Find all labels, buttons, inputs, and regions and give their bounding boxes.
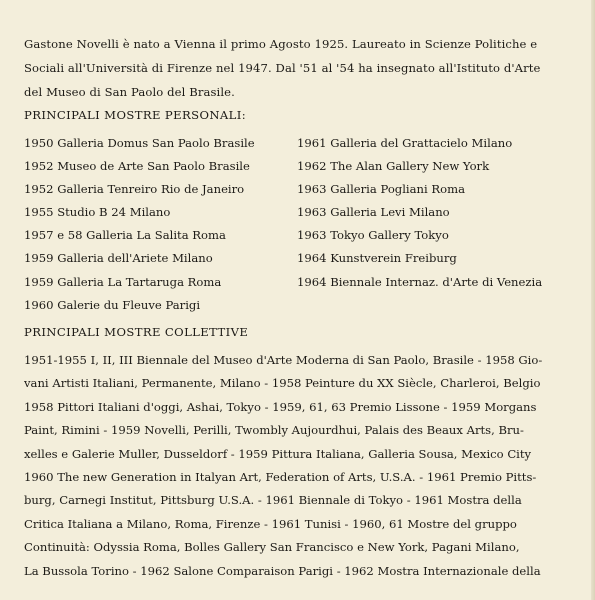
exhibition-item: 1963 Tokyo Gallery Tokyo: [297, 228, 449, 243]
group-exhibitions-heading: PRINCIPALI MOSTRE COLLETTIVE: [24, 325, 249, 339]
group-exhibitions-line: Paint, Rimini - 1959 Novelli, Perilli, Twombly Aujourdhui, Palais des Beaux Arts, Bru-: [24, 423, 524, 438]
exhibition-item: 1963 Galleria Levi Milano: [297, 205, 450, 220]
biography-line: Gastone Novelli è nato a Vienna il primo Agosto 1925. Laureato in Scienze Politiche e: [24, 37, 538, 51]
group-exhibitions-line: 1960 The new Generation in Italyan Art, Federation of Arts, U.S.A. - 1961 Premio Pitts-: [24, 470, 537, 485]
group-exhibitions-paragraph: [24, 349, 572, 583]
exhibition-item: 1961 Galleria del Grattacielo Milano: [297, 136, 513, 150]
exhibition-item: 1950 Galleria Domus San Paolo Brasile: [24, 136, 255, 150]
exhibition-item: 1952 Museo de Arte San Paolo Brasile: [24, 159, 250, 174]
personal-exhibitions-heading: PRINCIPALI MOSTRE PERSONALI:: [24, 108, 247, 122]
group-exhibitions-line: La Bussola Torino - 1962 Salone Comparaison Parigi - 1962 Mostra Internazionale della: [24, 563, 541, 578]
exhibition-item: 1960 Galerie du Fleuve Parigi: [24, 297, 201, 312]
group-exhibitions-line: xelles e Galerie Muller, Dusseldorf - 1959 Pittura Italiana, Galleria Sousa, Mexico City: [24, 446, 532, 461]
group-exhibitions-line: Critica Italiana a Milano, Roma, Firenze - 1961 Tunisi - 1960, 61 Mostre del gruppo: [24, 516, 517, 531]
exhibition-item: 1959 Galleria La Tartaruga Roma: [24, 274, 222, 289]
exhibition-item: 1957 e 58 Galleria La Salita Roma: [24, 228, 226, 243]
exhibition-item: 1964 Kunstverein Freiburg: [297, 251, 457, 266]
exhibition-item: 1962 The Alan Gallery New York: [297, 159, 490, 174]
exhibition-item: 1955 Studio B 24 Milano: [24, 205, 171, 220]
exhibition-item: 1952 Galleria Tenreiro Rio de Janeiro: [24, 182, 245, 197]
group-exhibitions-line: 1951-1955 I, II, III Biennale del Museo d'Arte Moderna di San Paolo, Brasile - 1958 Gio-: [24, 353, 543, 367]
biography-paragraph: [24, 32, 572, 104]
exhibition-item: 1964 Biennale Internaz. d'Arte di Venezia: [297, 274, 543, 289]
exhibition-item: 1963 Galleria Pogliani Roma: [297, 182, 466, 197]
group-exhibitions-line: vani Artisti Italiani, Permanente, Milano - 1958 Peinture du XX Siècle, Charleroi, Belgio: [24, 376, 541, 391]
personal-exhibitions-right-column: [297, 132, 542, 294]
personal-exhibitions-left-column: [24, 132, 255, 317]
group-exhibitions-line: 1958 Pittori Italiani d'oggi, Ashai, Tokyo - 1959, 61, 63 Premio Lissone - 1959 Morgans: [24, 399, 537, 414]
exhibition-item: 1959 Galleria dell'Ariete Milano: [24, 251, 213, 266]
group-exhibitions-line: burg, Carnegi Institut, Pittsburg U.S.A. - 1961 Biennale di Tokyo - 1961 Mostra della: [24, 493, 522, 508]
biography-line: del Museo di San Paolo del Brasile.: [24, 85, 235, 99]
biography-line: Sociali all'Università di Firenze nel 1947. Dal '51 al '54 ha insegnato all'Istituto d'Arte: [24, 61, 541, 75]
page-edge-shadow: [591, 0, 595, 600]
group-exhibitions-line: Continuità: Odyssia Roma, Bolles Gallery San Francisco e New York, Pagani Milano,: [24, 540, 520, 555]
